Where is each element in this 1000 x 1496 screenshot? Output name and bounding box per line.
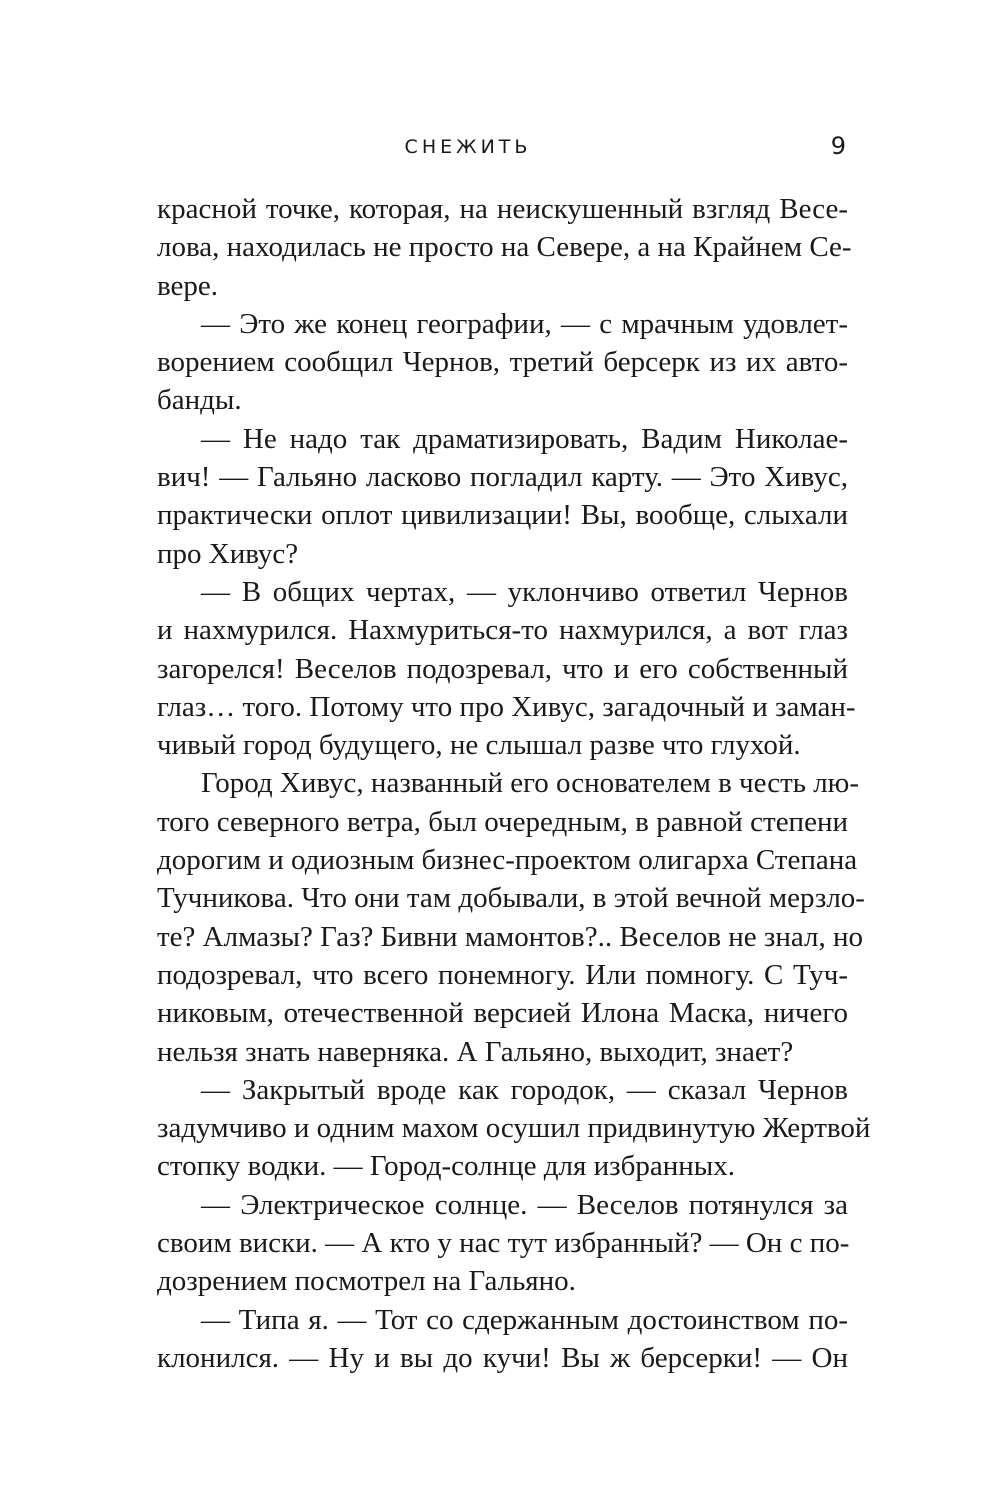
- text-line: — Закрытый вроде как городок, — сказал Чернов: [201, 1073, 848, 1106]
- paragraph: [113, 420, 848, 573]
- text-line: и нахмурился. Нахмуриться-то нахмурился, а вот глаз: [157, 614, 848, 647]
- paragraph: [113, 573, 856, 764]
- page-number: 9: [830, 132, 846, 160]
- text-line: — В общих чертах, — уклончиво ответил Чернов: [201, 575, 848, 608]
- text-line: дорогим и одиозным бизнес-проектом олигарха Степана: [157, 844, 858, 877]
- text-line: подозревал, что всего понемногу. Или помногу. С Туч-: [157, 958, 848, 991]
- text-line: загорелся! Веселов подозревал, что и его собственный: [157, 652, 848, 685]
- paragraph: [113, 305, 848, 420]
- running-head: [0, 133, 1000, 165]
- paragraph: [113, 1301, 848, 1378]
- paragraph: [113, 1186, 848, 1301]
- paragraph: [113, 190, 852, 305]
- text-line: практически оплот цивилизации! Вы, вообще, слыхали: [157, 499, 848, 532]
- text-line: того северного ветра, был очередным, в равной степени: [157, 805, 848, 838]
- text-line: глаз… того. Потому что про Хивус, загадочный и заман-: [157, 690, 856, 723]
- body-text: [113, 190, 871, 1377]
- text-line: банды.: [157, 384, 242, 417]
- text-line: — Электрическое солнце. — Веселов потянулся за: [201, 1188, 848, 1221]
- text-line: никовым, отечественной версией Илона Маска, ничего: [157, 997, 848, 1030]
- text-line: стопку водки. — Город-солнце для избранных.: [157, 1150, 735, 1183]
- paragraph: [113, 764, 865, 1070]
- text-line: дозрением посмотрел на Гальяно.: [157, 1265, 576, 1298]
- text-line: вич! — Гальяно ласково погладил карту. — Это Хивус,: [157, 461, 848, 494]
- text-line: — Типа я. — Тот со сдержанным достоинством по-: [201, 1303, 848, 1336]
- text-line: клонился. — Ну и вы до кучи! Вы ж берсерки! — Он: [157, 1341, 848, 1374]
- text-line: лова, находилась не просто на Севере, а на Крайнем Се-: [157, 231, 852, 264]
- text-line: вере.: [157, 269, 219, 302]
- running-title: СНЕЖИТЬ: [404, 136, 532, 158]
- text-line: — Это же конец географии, — с мрачным удовлет-: [201, 307, 848, 340]
- paragraph: [113, 1071, 871, 1186]
- text-line: ворением сообщил Чернов, третий берсерк из их авто-: [157, 346, 848, 379]
- text-line: чивый город будущего, не слышал разве что глухой.: [157, 729, 801, 762]
- text-line: про Хивус?: [157, 537, 299, 570]
- text-line: Тучникова. Что они там добывали, в этой вечной мерзло-: [157, 882, 865, 915]
- text-line: нельзя знать наверняка. А Гальяно, выходит, знает?: [157, 1035, 794, 1068]
- text-line: задумчиво и одним махом осушил придвинутую Жертвой: [157, 1112, 871, 1145]
- text-line: своим виски. — А кто у нас тут избранный? — Он с по-: [157, 1227, 850, 1260]
- text-line: красной точке, которая, на неискушенный взгляд Весе-: [157, 193, 848, 225]
- text-line: — Не надо так драматизировать, Вадим Николае-: [201, 422, 848, 455]
- text-line: те? Алмазы? Газ? Бивни мамонтов?.. Веселов не знал, но: [157, 920, 863, 953]
- text-line: Город Хивус, названный его основателем в честь лю-: [201, 767, 860, 800]
